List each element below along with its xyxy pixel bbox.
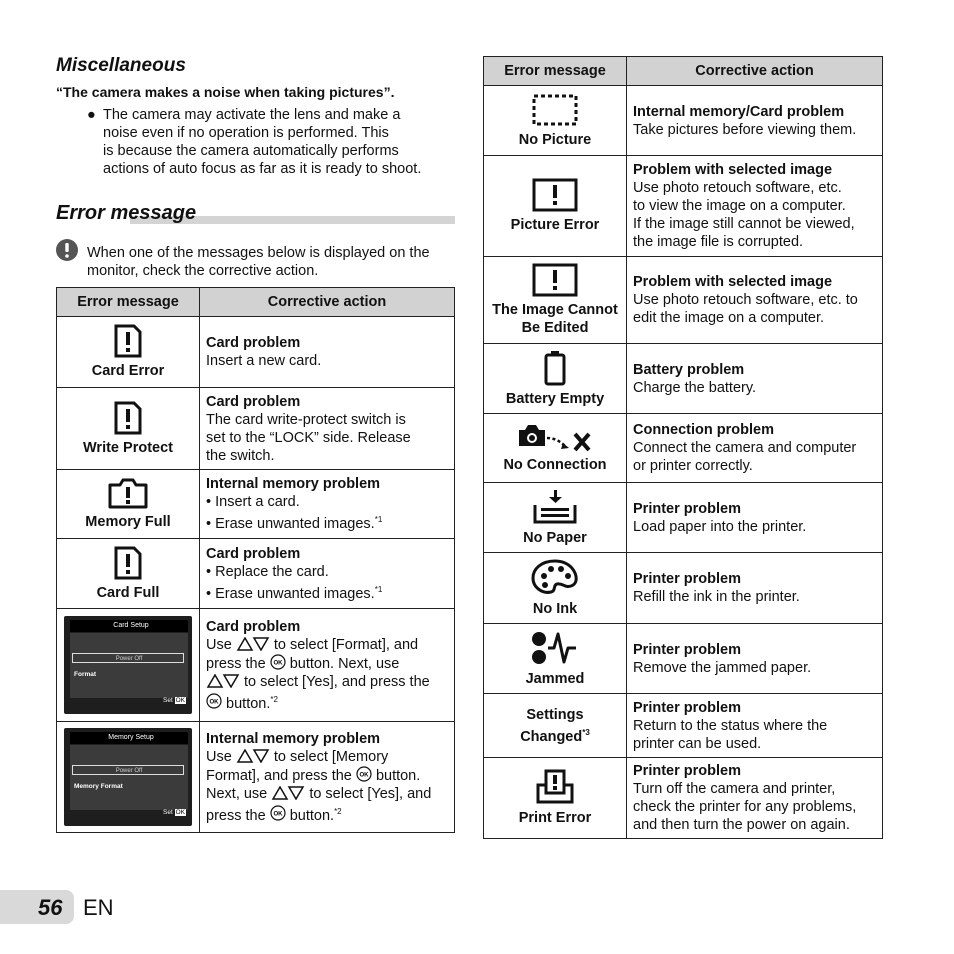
error-cell (484, 624, 627, 694)
action-cell (627, 86, 883, 156)
action-text: button. Next, use (289, 655, 400, 672)
error-cell (484, 156, 627, 257)
action-line: Load paper into the printer. (633, 518, 807, 535)
action-title: Problem with selected image (633, 162, 833, 178)
action-line: Charge the battery. (633, 379, 757, 396)
error-cell (484, 344, 627, 414)
footnote-ref: *1 (374, 515, 383, 525)
action-line: • Erase unwanted images. (206, 515, 375, 532)
left-error-table (56, 287, 455, 833)
action-line: Refill the ink in the printer. (633, 589, 800, 605)
action-text: to select [Memory (273, 748, 389, 765)
caution-icon (55, 238, 79, 262)
table-row (484, 414, 883, 483)
action-line: to view the image on a computer. (633, 198, 846, 214)
svg-text:OK: OK (209, 699, 219, 706)
col-header-action: Corrective action (200, 288, 455, 317)
page-number-tab (0, 890, 74, 924)
no-ink-icon (531, 558, 579, 596)
action-title: Internal memory/Card problem (633, 103, 845, 120)
action-cell (627, 694, 883, 758)
ok-button-icon (206, 693, 222, 709)
action-line: edit the image on a computer. (633, 310, 825, 326)
up-down-arrows-icon (271, 786, 305, 800)
card-full-icon (114, 546, 142, 580)
error-cell (57, 539, 200, 609)
action-line: Use photo retouch software, etc. to (633, 292, 858, 308)
action-text: to select [Yes], and (309, 785, 432, 802)
table-row (484, 694, 883, 758)
screen-item: Memory Format (74, 783, 123, 790)
screen-item: Format (74, 671, 97, 678)
action-title: Printer problem (633, 641, 741, 658)
action-title: Printer problem (633, 571, 741, 587)
page-number: 56 (38, 895, 63, 920)
action-line: or printer correctly. (633, 458, 753, 474)
action-text: press the (206, 655, 266, 672)
action-title: Card problem (206, 393, 301, 410)
error-name: Card Full (96, 584, 160, 601)
error-name: Card Error (91, 363, 165, 379)
misc-title: Miscellaneous (56, 55, 186, 76)
caution-note (87, 244, 457, 280)
table-row (484, 483, 883, 553)
table-row (484, 156, 883, 257)
error-name: Changed (520, 728, 583, 745)
error-cell (57, 470, 200, 539)
action-text: button. (375, 767, 421, 784)
table-row (484, 624, 883, 694)
error-cell (484, 694, 627, 758)
misc-bullet: ● (87, 107, 96, 123)
action-title: Card problem (206, 335, 301, 351)
col-header-error: Error message (484, 57, 627, 86)
error-name: Battery Empty (505, 390, 605, 407)
action-line: Return to the status where the (633, 717, 828, 734)
action-line: • Insert a card. (206, 494, 300, 511)
action-text: button. (289, 807, 335, 824)
set-text: Set (163, 809, 173, 816)
action-cell (200, 317, 455, 388)
error-name-line (484, 724, 626, 746)
action-text: to select [Yes], and press the (244, 673, 430, 690)
picture-error-icon (532, 178, 578, 212)
action-text: to select [Format], and (273, 636, 419, 653)
footnote-ref: *2 (270, 694, 278, 704)
screen-set-label (163, 692, 186, 710)
ok-button-icon (356, 766, 372, 782)
error-cell (484, 257, 627, 344)
action-cell (200, 470, 455, 539)
footnote-ref: *2 (334, 806, 342, 816)
action-line: Take pictures before viewing them. (633, 121, 857, 138)
card-error-icon (114, 324, 142, 358)
action-cell (627, 414, 883, 483)
action-title: Connection problem (633, 422, 774, 438)
no-picture-icon (531, 93, 579, 127)
action-text: Use (206, 748, 232, 765)
error-name: Be Edited (521, 320, 589, 336)
action-line: the switch. (206, 447, 275, 464)
battery-empty-icon (543, 350, 567, 386)
screen-header: Memory Setup (70, 732, 188, 744)
error-section-title: Error message (56, 202, 197, 224)
table-row (484, 257, 883, 344)
error-name: Settings (526, 706, 584, 723)
action-title: Printer problem (633, 500, 741, 517)
error-cell (484, 758, 627, 839)
action-line: Remove the jammed paper. (633, 659, 812, 676)
action-text: Next, use (206, 785, 268, 802)
error-cell (484, 483, 627, 553)
action-title: Battery problem (633, 361, 745, 378)
col-header-action: Corrective action (627, 57, 883, 86)
memory-full-icon (108, 477, 148, 509)
up-down-arrows-icon (206, 674, 240, 688)
misc-body (103, 106, 448, 178)
note-line: When one of the messages below is displayed on the (87, 245, 430, 261)
screen-selected-item: Power Off (72, 653, 184, 663)
action-text: button. (226, 695, 271, 712)
action-line: Use photo retouch software, etc. (633, 180, 842, 196)
error-cell (57, 317, 200, 388)
action-cell (627, 553, 883, 624)
misc-question: “The camera makes a noise when taking pictures”. (56, 84, 395, 100)
action-cell (200, 722, 455, 833)
footnote-ref: *3 (582, 727, 590, 737)
memory-setup-screen (64, 728, 192, 826)
no-paper-icon (532, 489, 578, 525)
action-cell (200, 388, 455, 470)
error-name: Jammed (525, 670, 585, 687)
error-cell (484, 553, 627, 624)
action-cell (627, 624, 883, 694)
up-down-arrows-icon (236, 749, 270, 763)
action-line: If the image still cannot be viewed, (633, 216, 855, 232)
error-name: No Paper (523, 529, 587, 546)
action-cell (627, 344, 883, 414)
action-title: Printer problem (633, 763, 741, 779)
misc-line: noise even if no operation is performed. This (103, 125, 389, 141)
error-cell (57, 722, 200, 833)
table-row (57, 317, 455, 388)
action-cell (200, 609, 455, 722)
error-name: No Connection (503, 457, 607, 473)
action-title: Internal memory problem (206, 476, 381, 493)
action-cell (200, 539, 455, 609)
up-down-arrows-icon (236, 637, 270, 651)
error-name: The Image Cannot (492, 302, 618, 318)
action-cell (627, 483, 883, 553)
table-row (484, 86, 883, 156)
action-line: the image file is corrupted. (633, 234, 804, 250)
action-line: and then turn the power on again. (633, 817, 850, 833)
action-cell (627, 156, 883, 257)
action-cell (627, 758, 883, 839)
action-line: Turn off the camera and printer, (633, 781, 836, 797)
action-cell (627, 257, 883, 344)
right-error-table (483, 56, 883, 839)
action-line: Connect the camera and computer (633, 440, 857, 456)
screen-header: Card Setup (70, 620, 188, 632)
screen-selected-item: Power Off (72, 765, 184, 775)
set-text: Set (163, 697, 173, 704)
error-name: Print Error (518, 810, 592, 826)
action-line: Insert a new card. (206, 353, 322, 369)
action-text: Use (206, 636, 232, 653)
svg-text:OK: OK (359, 772, 369, 779)
action-line: check the printer for any problems, (633, 799, 857, 815)
print-error-icon (535, 769, 575, 805)
misc-line: The camera may activate the lens and make a (103, 107, 401, 123)
misc-line: is because the camera automatically performs (103, 143, 399, 159)
action-line: printer can be used. (633, 735, 762, 752)
write-protect-icon (114, 401, 142, 435)
action-title: Card problem (206, 618, 301, 635)
error-name: No Ink (532, 601, 578, 617)
svg-text:OK: OK (273, 811, 283, 818)
table-row (57, 470, 455, 539)
error-name: Picture Error (510, 217, 600, 233)
table-row (57, 539, 455, 609)
ok-badge: OK (175, 697, 185, 704)
footnote-ref: *1 (374, 584, 383, 594)
error-cell (57, 609, 200, 722)
action-line: The card write-protect switch is (206, 411, 406, 428)
error-name: Write Protect (83, 439, 173, 456)
card-setup-screen (64, 616, 192, 714)
table-row (57, 388, 455, 470)
ok-badge: OK (175, 809, 185, 816)
error-cell (484, 414, 627, 483)
action-line: • Replace the card. (206, 563, 329, 580)
error-name: No Picture (518, 131, 592, 148)
table-row (57, 722, 455, 833)
screen-set-label (163, 804, 186, 822)
error-name: Memory Full (85, 514, 171, 530)
action-line: • Erase unwanted images. (206, 585, 375, 602)
misc-line: actions of auto focus as far as it is ready to shoot. (103, 161, 422, 177)
action-line: set to the “LOCK” side. Release (206, 429, 411, 446)
error-cell (57, 388, 200, 470)
col-header-error: Error message (57, 288, 200, 317)
ok-button-icon (270, 805, 286, 821)
note-line: monitor, check the corrective action. (87, 263, 319, 279)
no-connection-icon (517, 422, 593, 452)
language-label: EN (83, 895, 114, 920)
svg-text:OK: OK (273, 660, 283, 667)
table-row (484, 758, 883, 839)
action-title: Printer problem (633, 699, 741, 716)
image-cannot-be-edited-icon (532, 263, 578, 297)
ok-button-icon (270, 654, 286, 670)
action-title: Problem with selected image (633, 274, 833, 290)
action-text: Format], and press the (206, 767, 352, 784)
action-title: Card problem (206, 545, 301, 562)
error-cell (484, 86, 627, 156)
jammed-icon (531, 630, 579, 666)
action-text: press the (206, 807, 266, 824)
table-row (57, 609, 455, 722)
table-row (484, 553, 883, 624)
table-row (484, 344, 883, 414)
action-title: Internal memory problem (206, 730, 381, 747)
